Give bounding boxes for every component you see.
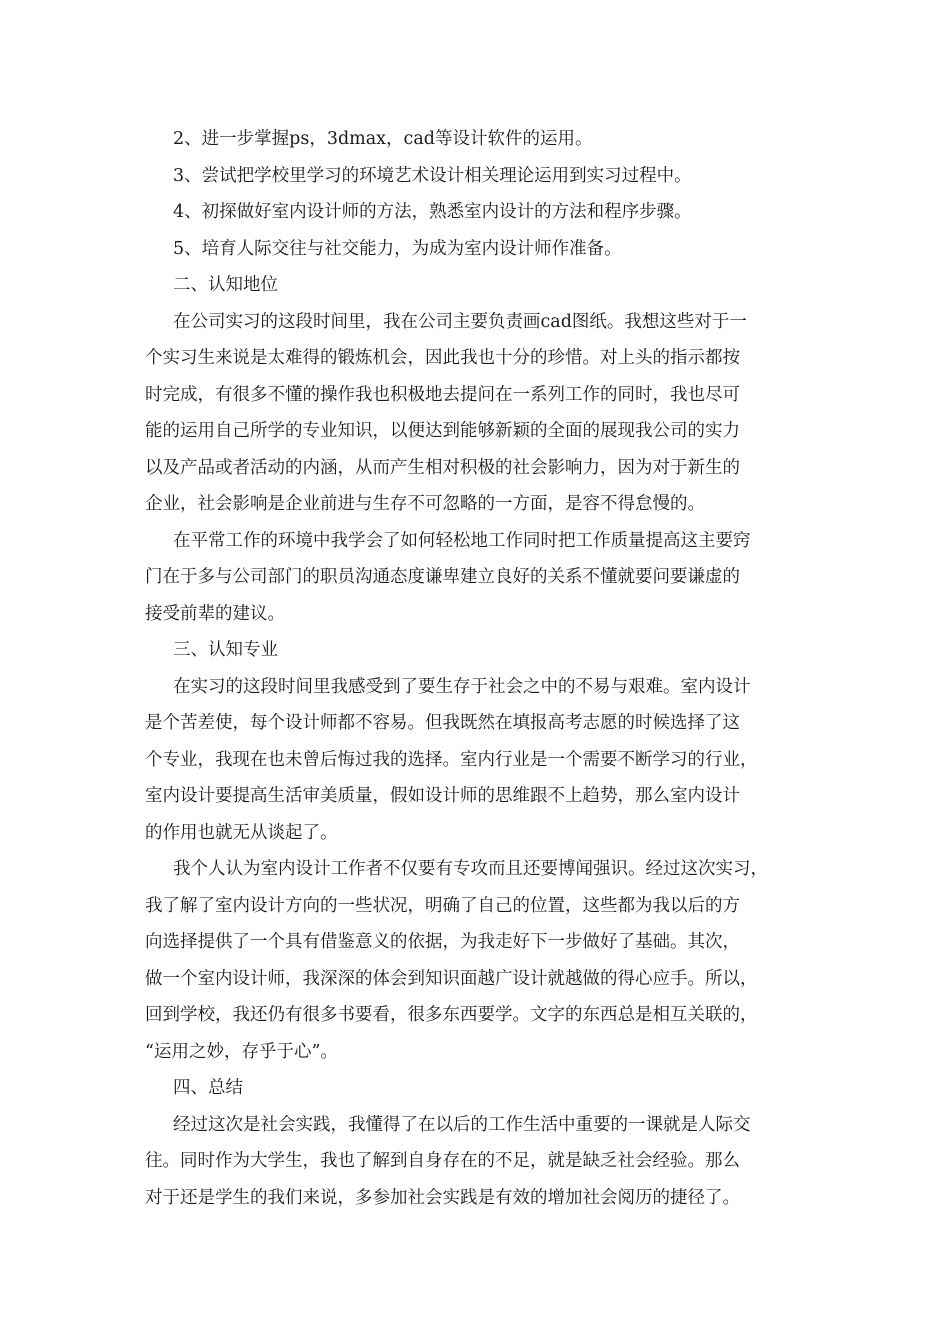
text-line: 接受前辈的建议。 <box>145 603 285 624</box>
text-line: 3、尝试把学校里学习的环境艺术设计相关理论运用到实习过程中。 <box>173 165 692 186</box>
text-line: 4、初探做好室内设计师的方法，熟悉室内设计的方法和程序步骤。 <box>173 202 692 222</box>
text-line: 四、总结 <box>173 1078 243 1098</box>
text-line: 时完成，有很多不懂的操作我也积极地去提问在一系列工作的同时，我也尽可 <box>145 384 740 405</box>
text-line: 往。同时作为大学生，我也了解到自身存在的不足，就是缺乏社会经验。那么 <box>145 1151 740 1171</box>
text-line: 以及产品或者活动的内涵，从而产生相对积极的社会影响力，因为对于新生的 <box>145 457 740 478</box>
text-line: 2、进一步掌握ps，3dmax，cad等设计软件的运用。 <box>173 129 593 149</box>
text-line: 在平常工作的环境中我学会了如何轻松地工作同时把工作质量提高这主要窍 <box>173 530 751 551</box>
text-line: 室内设计要提高生活审美质量，假如设计师的思维跟不上趋势，那么室内设计 <box>145 786 740 806</box>
text-line: 回到学校，我还仍有很多书要看，很多东西要学。文字的东西总是相互关联的， <box>145 1005 758 1025</box>
text-line: 是个苦差使，每个设计师都不容易。但我既然在填报高考志愿的时候选择了这 <box>145 713 740 733</box>
text-line: 经过这次是社会实践，我懂得了在以后的工作生活中重要的一课就是人际交 <box>173 1114 751 1135</box>
text-line: 三、认知专业 <box>173 640 278 660</box>
text-line: 我个人认为室内设计工作者不仅要有专攻而且还要博闻强识。经过这次实习， <box>173 859 768 879</box>
document-body <box>145 121 820 1216</box>
text-line: 二、认知地位 <box>173 275 278 295</box>
text-line: 的作用也就无从谈起了。 <box>145 822 338 843</box>
text-line: 能的运用自己所学的专业知识，以便达到能够新颖的全面的展现我公司的实力 <box>145 421 740 441</box>
text-line: 做一个室内设计师，我深深的体会到知识面越广设计就越做的得心应手。所以， <box>145 968 758 989</box>
text-line: 我了解了室内设计方向的一些状况，明确了自己的位置，这些都为我以后的方 <box>145 895 740 916</box>
text-line: 在公司实习的这段时间里，我在公司主要负责画cad图纸。我想这些对于一 <box>173 311 747 332</box>
text-line: 个实习生来说是太难得的锻炼机会，因此我也十分的珍惜。对上头的指示都按 <box>145 348 740 368</box>
text-line: 对于还是学生的我们来说，多参加社会实践是有效的增加社会阅历的捷径了。 <box>145 1187 740 1208</box>
text-line: 5、培育人际交往与社交能力，为成为室内设计师作准备。 <box>173 238 622 259</box>
text-line: 门在于多与公司部门的职员沟通态度谦卑建立良好的关系不懂就要问要谦虚的 <box>145 567 740 587</box>
text-line: “运用之妙，存乎于心”。 <box>145 1041 338 1062</box>
text-line: 个专业，我现在也未曾后悔过我的选择。室内行业是一个需要不断学习的行业， <box>145 749 758 770</box>
text-line: 企业，社会影响是企业前进与生存不可忽略的一方面，是容不得怠慢的。 <box>145 494 705 514</box>
text-line: 向选择提供了一个具有借鉴意义的依据，为我走好下一步做好了基础。其次， <box>145 932 740 952</box>
text-line: 在实习的这段时间里我感受到了要生存于社会之中的不易与艰难。室内设计 <box>173 676 751 697</box>
